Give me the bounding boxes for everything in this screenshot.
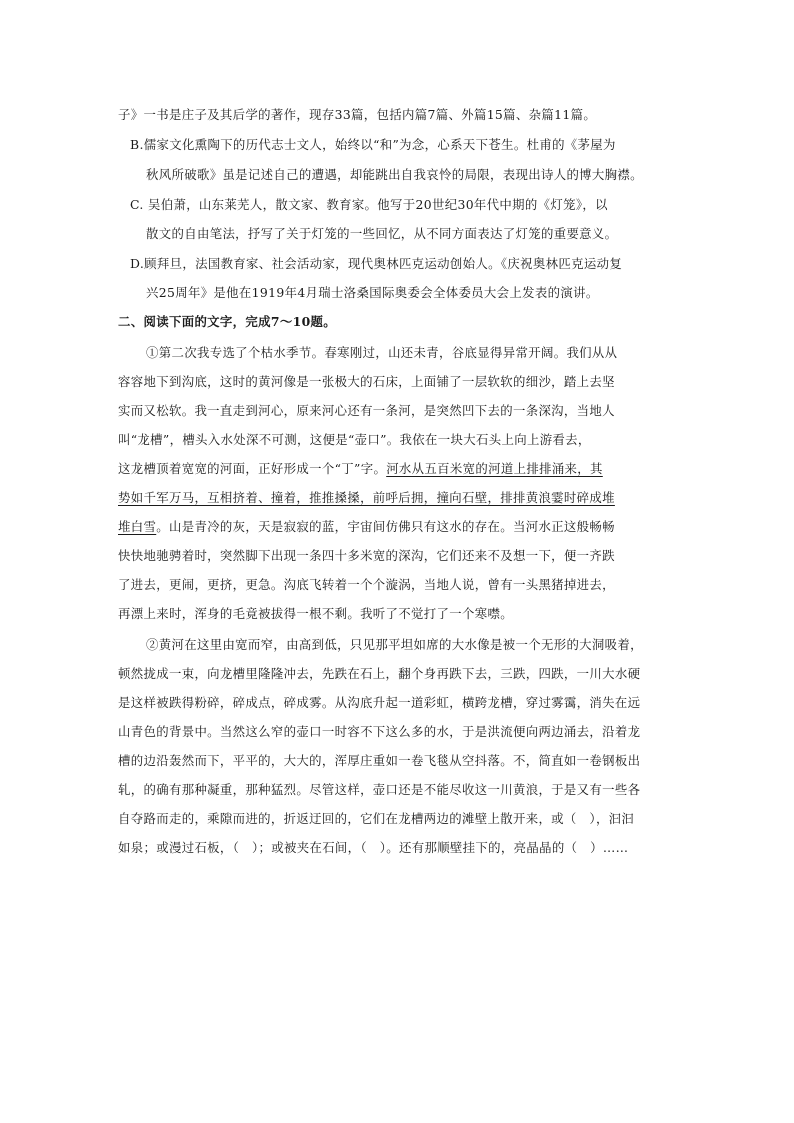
underlined-sentence: 河水从五百米宽的河道上排排涌来，其 [386,461,603,476]
section-heading: 二、阅读下面的文字，完成7～10题。 [118,314,337,329]
paragraph-1-line-6-underlined: 势如千军万马，互相挤着、撞着，推推搡搡，前呼后拥，撞向石壁，排排黄浪霎时碎成堆 [118,490,615,505]
paragraph-1-line-3: 实而又松软。我一直走到河心，原来河心还有一条河，是突然凹下去的一条深沟，当地人 [118,403,615,418]
option-b-line-2: 秋风所破歌》虽是记述自己的遭遇，却能跳出自我哀怜的局限，表现出诗人的博大胸襟。 [146,167,643,182]
underlined-sentence-end: 堆白雪 [118,519,157,534]
paragraph-1-line-1: ①第二次我专选了个枯水季节。春寒刚过，山还未青，谷底显得异常开阔。我们从从 [146,345,618,360]
paragraph-1-line-10: 再漂上来时，浑身的毛竟被拔得一根不剩。我听了不觉打了一个寒噤。 [118,606,513,621]
paragraph-1-line-9: 了进去，更闹，更挤，更急。沟底飞转着一个个漩涡，当地人说，曾有一头黑猪掉进去， [118,577,615,592]
paragraph-2-line-2: 顿然拢成一束，向龙槽里隆隆冲去，先跌在石上，翻个身再跌下去，三跌，四跌，一川大水硬 [118,666,641,681]
paragraph-2-line-7: 自夺路而走的，乘隙而进的，折返迂回的，它们在龙槽两边的滩壁上散开来，或（ ），汩汩 [118,811,635,826]
paragraph-1-line-7 [118,519,615,535]
paragraph-1-line-5 [118,461,603,477]
paragraph-2-line-5: 槽的边沿轰然而下，平平的，大大的，浑厚庄重如一卷飞毯从空抖落。不，简直如一卷钢板出 [118,753,641,768]
option-c-line-1: C. 吴伯萧，山东莱芜人，散文家、教育家。他写于20世纪30年代中期的《灯笼》，以 [130,197,608,212]
paragraph-2-line-3: 是这样被跌得粉碎，碎成点，碎成雾。从沟底升起一道彩虹，横跨龙槽，穿过雾霭，消失在远 [118,695,641,710]
option-a-continuation-line-1: 子》一书是庄子及其后学的著作，现存33篇，包括内篇7篇、外篇15篇、杂篇11篇。 [118,107,597,122]
paragraph-2-line-6: 轧，的确有那种凝重，那种猛烈。尽管这样，壶口还是不能尽收这一川黄浪，于是又有一些各 [118,782,641,797]
paragraph-1-line-2: 容容地下到沟底，这时的黄河像是一张极大的石床，上面铺了一层软软的细沙，踏上去坚 [118,374,615,389]
paragraph-2-line-1: ②黄河在这里由宽而窄，由高到低，只见那平坦如席的大水像是被一个无形的大洞吸着， [146,637,643,652]
option-d-line-2: 兴25周年》是他在1919年4月瑞士洛桑国际奥委会全体委员大会上发表的演讲。 [146,285,599,300]
plain-text: 。山是青冷的灰，天是寂寂的蓝，宇宙间仿佛只有这水的存在。当河水正这般畅畅 [156,519,615,534]
option-d-line-1: D.顾拜旦，法国教育家、社会活动家，现代奥林匹克运动创始人。《庆祝奥林匹克运动复 [130,256,623,271]
paragraph-2-line-4: 山青色的背景中。当然这么窄的壶口一时容不下这么多的水，于是洪流便向两边涌去，沿着龙 [118,724,641,739]
paragraph-1-line-8: 快快地驰骋着时，突然脚下出现一条四十多米宽的深沟，它们还来不及想一下，便一齐跌 [118,548,615,563]
option-c-line-2: 散文的自由笔法，抒写了关于灯笼的一些回忆，从不同方面表达了灯笼的重要意义。 [146,226,618,241]
plain-text: 这龙槽顶着宽宽的河面，正好形成一个“丁”字。 [118,461,387,476]
option-b-line-1: B.儒家文化熏陶下的历代志士文人，始终以“和”为念，心系天下苍生。杜甫的《茅屋为 [130,137,616,152]
paragraph-1-line-4: 叫“龙槽”，槽头入水处深不可测，这便是“壶口”。我依在一块大石头上向上游看去， [118,432,591,447]
paragraph-2-line-8: 如泉；或漫过石板，（ ）；或被夹在石间，（ ）。还有那顺壁挂下的，亮晶晶的（ ）…… [118,840,629,855]
